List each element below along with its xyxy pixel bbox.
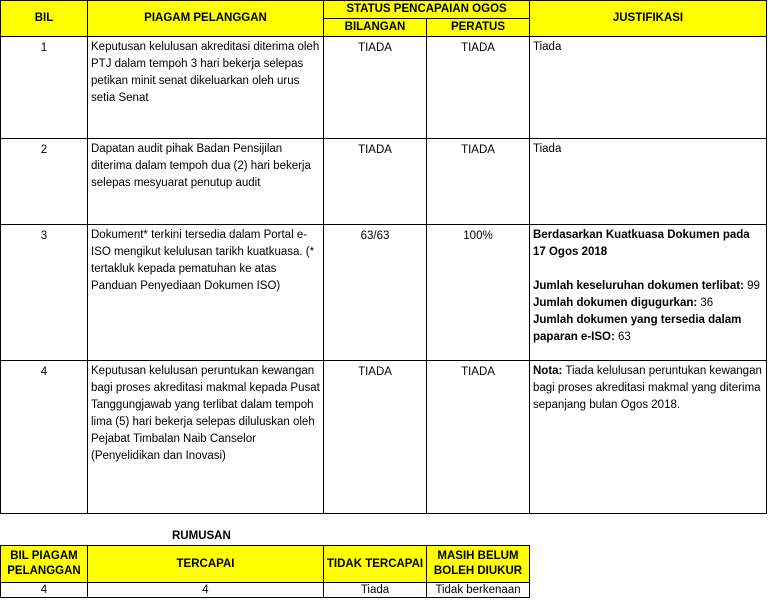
rumusan-header-masih-belum: MASIH BELUM BOLEH DIUKUR bbox=[427, 546, 530, 583]
justifikasi-value: 36 bbox=[697, 297, 714, 309]
row-desc: Dokument* terkini tersedia dalam Portal e-ISO mengikut kelulusan tarikh kuatkuasa. (* tertakluk kepada pematuhan ke atas Panduan Penyediaan Dokumen ISO) bbox=[88, 225, 324, 361]
rumusan-value-masih-belum: Tidak berkenaan bbox=[427, 583, 530, 598]
rumusan-header-tidak-tercapai: TIDAK TERCAPAI bbox=[324, 546, 427, 583]
nota-label: Nota: bbox=[533, 365, 563, 377]
table-row bbox=[1, 139, 767, 225]
row-desc: Dapatan audit pihak Badan Pensijilan diterima dalam tempoh dua (2) hari bekerja selepas mesyuarat penutup audit bbox=[88, 139, 324, 225]
row-bilangan: TIADA bbox=[324, 361, 427, 514]
row-bil: 1 bbox=[1, 37, 88, 139]
justifikasi-label: Jumlah dokumen digugurkan: bbox=[533, 297, 698, 309]
row-justifikasi: Tiada bbox=[530, 37, 767, 139]
nota-text: Tiada kelulusan peruntukan kewangan bagi proses akreditasi makmal yang diterima sepanjang bulan Ogos 2018. bbox=[533, 365, 762, 411]
table-row bbox=[1, 37, 767, 139]
row-justifikasi bbox=[530, 361, 767, 514]
rumusan-value-bil: 4 bbox=[1, 583, 88, 598]
justifikasi-value: 63 bbox=[614, 331, 631, 343]
header-status: STATUS PENCAPAIAN OGOS bbox=[324, 1, 530, 19]
row-desc: Keputusan kelulusan peruntukan kewangan bagi proses akreditasi makmal kepada Pusat Tanggungjawab yang terlibat dalam tempoh lima (5) hari bekerja selepas diluluskan oleh Pejabat Timbalan Naib Canselor (Penyelidikan dan Inovasi) bbox=[88, 361, 324, 514]
header-bilangan: BILANGAN bbox=[324, 19, 427, 37]
row-justifikasi bbox=[530, 225, 767, 361]
row-bil: 3 bbox=[1, 225, 88, 361]
rumusan-value-tidak-tercapai: Tiada bbox=[324, 583, 427, 598]
table-row bbox=[1, 361, 767, 514]
row-peratus: TIADA bbox=[427, 361, 530, 514]
rumusan-header-bil: BIL PIAGAM PELANGGAN bbox=[1, 546, 88, 583]
table-row bbox=[1, 225, 767, 361]
header-piagam: PIAGAM PELANGGAN bbox=[88, 1, 324, 37]
rumusan-header-tercapai: TERCAPAI bbox=[88, 546, 324, 583]
rumusan-title: RUMUSAN bbox=[172, 530, 231, 542]
rumusan-value-tercapai: 4 bbox=[88, 583, 324, 598]
header-peratus: PERATUS bbox=[427, 19, 530, 37]
row-peratus: TIADA bbox=[427, 37, 530, 139]
header-justifikasi: JUSTIFIKASI bbox=[530, 1, 767, 37]
row-bilangan: 63/63 bbox=[324, 225, 427, 361]
row-bilangan: TIADA bbox=[324, 37, 427, 139]
justifikasi-label: Jumlah keseluruhan dokumen terlibat: bbox=[533, 280, 744, 292]
justifikasi-value: 99 bbox=[743, 280, 760, 292]
justifikasi-label: Jumlah dokumen yang tersedia dalam paparan e-ISO: bbox=[533, 314, 742, 343]
row-bilangan: TIADA bbox=[324, 139, 427, 225]
justifikasi-heading: Berdasarkan Kuatkuasa Dokumen pada 17 Ogos 2018 bbox=[533, 229, 750, 258]
row-bil: 4 bbox=[1, 361, 88, 514]
row-bil: 2 bbox=[1, 139, 88, 225]
row-desc: Keputusan kelulusan akreditasi diterima oleh PTJ dalam tempoh 3 hari bekerja selepas petikan minit senat dikeluarkan oleh urus setia Senat bbox=[88, 37, 324, 139]
row-justifikasi: Tiada bbox=[530, 139, 767, 225]
header-bil: BIL bbox=[1, 1, 88, 37]
row-peratus: 100% bbox=[427, 225, 530, 361]
row-peratus: TIADA bbox=[427, 139, 530, 225]
rumusan-table bbox=[0, 545, 530, 598]
